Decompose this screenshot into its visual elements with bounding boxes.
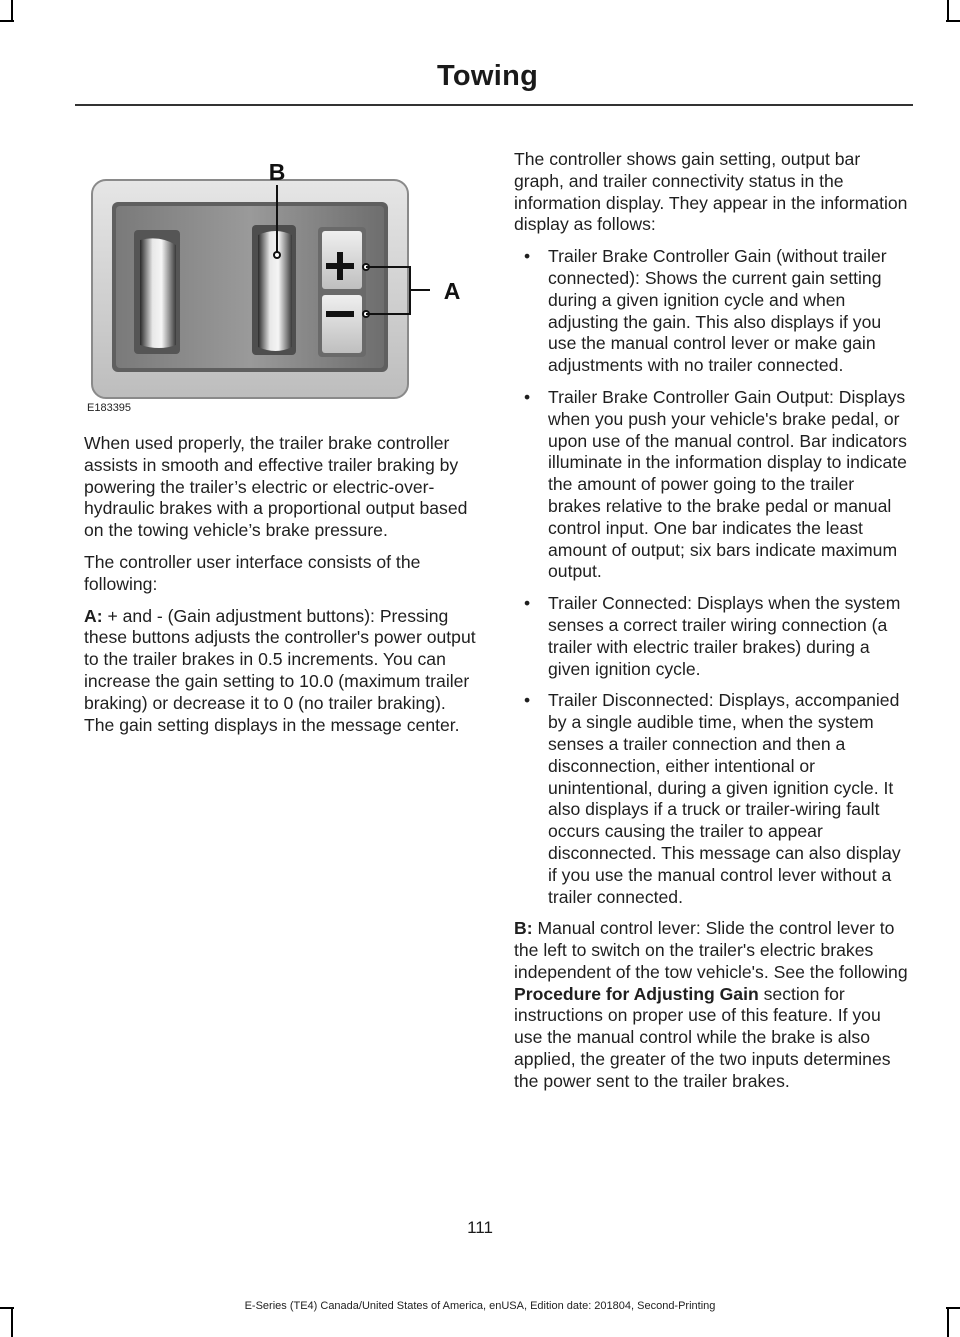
display-status-list [514,246,908,908]
left-column [84,433,476,746]
right-column [514,149,908,1103]
callout-a-label: A [443,278,461,304]
footer-edition: E-Series (TE4) Canada/United States of America, enUSA, Edition date: 201804, Second-Printing [244,1300,716,1312]
crop-mark [0,20,14,22]
controller-illustration [80,155,480,415]
intro-paragraph: When used properly, the trailer brake controller assists in smooth and effective trailer braking by powering the trailer’s electric or electric-over-hydraulic brakes with a proportional output based on the towing vehicle’s brake pressure. [84,433,468,541]
item-b-text: Manual control lever: Slide the control lever to the left to switch on the trailer's electric brakes independent of the tow vehicle's. See the following [514,918,908,982]
display-intro-paragraph: The controller shows gain setting, output bar graph, and trailer connectivity status in the information display. They appear in the information display as follows: [514,149,908,235]
header-rule [75,104,913,106]
callout-b-label: B [268,159,286,185]
list-item: • Trailer Brake Controller Gain (without trailer connected): Shows the current gain setting during a given ignition cycle and when adjusting the gain. This also displays if you use the manual control lever or make gain adjustments with no trailer connected. [514,246,908,377]
item-b-label: B: [514,918,533,939]
item-b-paragraph [514,918,908,1092]
page-number: 111 [467,1218,493,1237]
minus-icon [326,311,354,317]
item-b-text-continued: section for instructions on proper use of this feature. If you use the manual control while the brake is also applied, the greater of the two inputs determines the power sent to the trailer brakes. [514,983,891,1091]
manual-control-lever [258,231,292,351]
crop-mark [947,0,949,22]
item-a-text: + and - (Gain adjustment buttons): Pressing these buttons adjusts the controller's power output to the trailer brakes in 0.5 increments. You can increase the gain setting to 10.0 (maximum trailer braking) or decrease it to 0 (no trailer braking). The gain setting displays in the message center. [84,605,476,735]
page-title: Towing [437,60,539,92]
interface-paragraph: The controller user interface consists of the following: [84,551,421,594]
list-item: • Trailer Disconnected: Displays, accompanied by a single audible time, when the system senses a trailer connection and then a disconnection, either intentional or unintentional, during a given ignition cycle. It also displays if a truck or trailer-wiring fault occurs causing the trailer to appear disconnected. This message can also display if you use the manual control lever without a trailer connected. [514,690,908,908]
item-a-label: A: [84,605,103,626]
trailer-brake-controller-figure [80,155,480,415]
crop-mark [946,20,960,22]
list-item: • Trailer Connected: Displays when the system senses a correct trailer wiring connection (a trailer with electric trailer brakes) during a given ignition cycle. [514,593,908,680]
procedure-reference: Procedure for Adjusting Gain [514,983,759,1004]
list-item: • Trailer Brake Controller Gain Output: Displays when you push your vehicle's brake pedal, or upon use of the manual control. Bar indicators illuminate in the information display to indicate the amount of power going to the trailer brakes relative to the brake pedal or manual control input. One bar indicates the least amount of output; six bars indicate maximum output. [514,387,908,583]
crop-mark [11,0,13,22]
item-a-paragraph [84,606,476,737]
figure-code: E183395 [87,402,132,414]
gain-minus-button [322,295,362,353]
